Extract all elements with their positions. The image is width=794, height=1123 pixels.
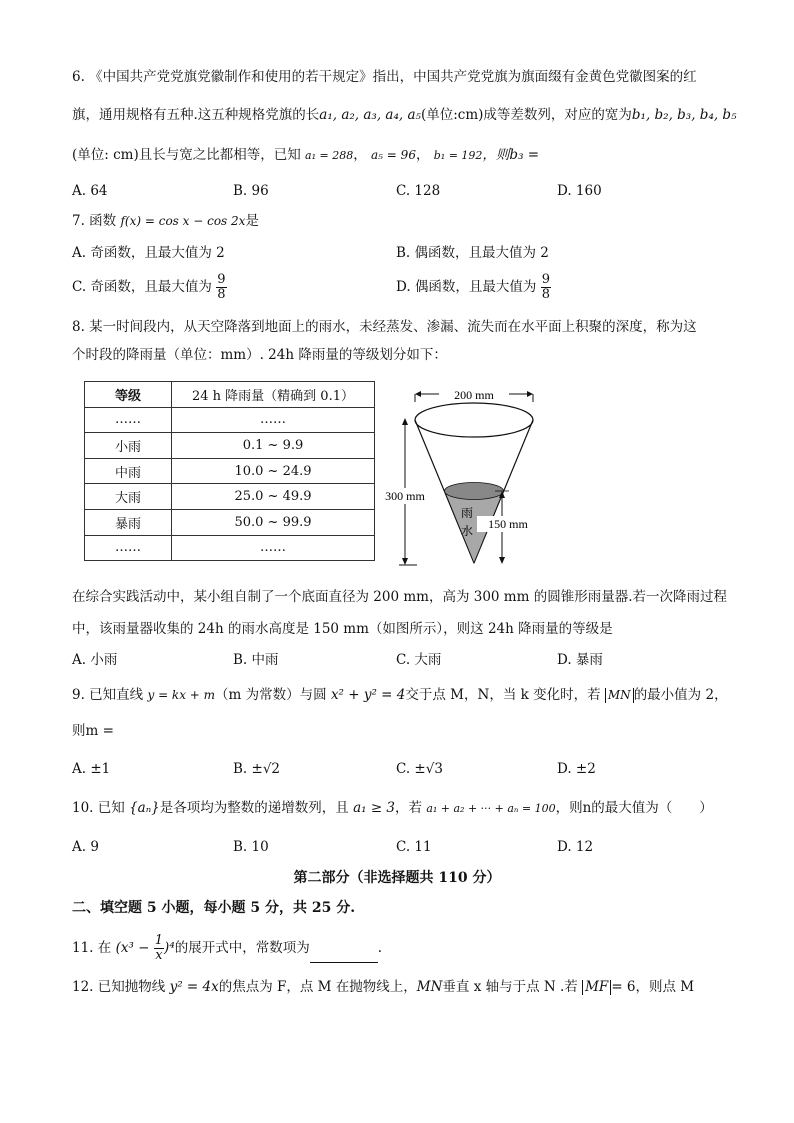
q7-option-d-fraction — [541, 273, 551, 302]
table-cell-grade: 暴雨 — [85, 509, 172, 535]
fraction-numerator: 9 — [541, 272, 551, 287]
q7-option-c-fraction — [216, 273, 226, 302]
q6-line3-pre: (单位: cm)且长与宽之比都相等，已知 — [72, 147, 301, 163]
arrow-left-icon — [415, 391, 421, 397]
q6-cond-a5: a₅ = 96 — [371, 148, 416, 162]
q7-option-d — [396, 273, 551, 302]
table-cell-range: 50.0 ~ 99.9 — [172, 509, 375, 535]
q9-option-a: A. ±1 — [72, 761, 111, 777]
height-label: 300 mm — [385, 489, 425, 503]
q6-cond-b1: b₁ = 192 — [433, 149, 483, 162]
q10-option-a: A. 9 — [72, 839, 99, 855]
q11-expr-left: (x³ − — [115, 940, 150, 956]
q11-pre: 11. 在 — [72, 940, 112, 956]
cone-rim — [415, 403, 533, 437]
q9-option-c: C. ±√3 — [396, 761, 443, 777]
q11-expr-right: )⁴ — [164, 940, 175, 956]
q6-line3: (单位: cm)且长与宽之比都相等，已知 a₁ = 288， a₅ = 96， b₁ = 192，则b₃ = — [72, 147, 540, 163]
q6-b-seq: b₁, b₂, b₃, b₄, b₅ — [631, 107, 737, 123]
table-header-grade: 等级 — [85, 382, 172, 408]
q7-stem-post: 是 — [245, 213, 259, 229]
section-two-heading: 二、填空题 5 小题，每小题 5 分，共 25 分. — [72, 900, 356, 916]
table-row — [85, 407, 375, 433]
table-cell-grade: …… — [85, 407, 172, 433]
q9-line1-pre: 9. 已知直线 — [72, 687, 144, 703]
fraction-numerator: 9 — [217, 272, 226, 287]
table-cell-range: 25.0 ~ 49.9 — [172, 484, 375, 510]
q7-stem-pre: 7. 函数 — [72, 213, 117, 229]
q7-option-d-text: D. 偶函数，且最大值为 — [396, 279, 537, 295]
q9-line2: 则m = — [72, 723, 114, 739]
table-cell-range: …… — [172, 535, 375, 561]
q10-post: ，则n的最大值为（ ） — [555, 800, 713, 816]
water-label-char1: 雨 — [461, 506, 474, 520]
cone-rain-gauge-figure — [375, 380, 545, 575]
q12-mf-abs: MF — [582, 980, 611, 995]
q11-fraction — [154, 934, 164, 963]
part-two-title: 第二部分（非选择题共 110 分） — [293, 870, 501, 886]
q9-circle-equation: x² + y² = 4 — [330, 687, 406, 703]
q6-option-b: B. 96 — [233, 183, 269, 199]
arrow-down-icon — [402, 558, 408, 565]
table-row — [85, 433, 375, 459]
q6-line3-end: ，则b₃ = — [482, 147, 540, 163]
q6-line2 — [72, 106, 737, 124]
q7-option-c-text: C. 奇函数，且最大值为 — [72, 279, 212, 295]
table-row — [85, 458, 375, 484]
q6-cond-a1: a₁ = 288 — [305, 149, 354, 162]
q8-after-line1: 在综合实践活动中，某小组自制了一个底面直径为 200 mm，高为 300 mm 的圆锥形雨量器.若一次降雨过程 — [72, 589, 727, 605]
q6-option-c: C. 128 — [396, 183, 441, 199]
q12-end: = 6，则点 M — [611, 979, 695, 995]
table-row — [85, 484, 375, 510]
rainfall-grade-table — [84, 381, 375, 561]
q8-line1: 8. 某一时间段内，从天空降落到地面上的雨水，未经蒸发、渗漏、流失而在水平面上积聚的深度，称为这 — [72, 319, 697, 335]
table-cell-range: 10.0 ~ 24.9 — [172, 458, 375, 484]
q8-line2: 个时段的降雨量（单位：mm）. 24h 降雨量的等级划分如下： — [72, 347, 447, 363]
q11-line — [72, 934, 382, 963]
q12-line — [72, 978, 694, 996]
q12-mid1: 的焦点为 F，点 M 在抛物线上， — [218, 979, 417, 995]
table-cell-grade: 大雨 — [85, 484, 172, 510]
top-diameter-label: 200 mm — [454, 388, 494, 402]
q7-function: f(x) = cos x − cos 2x — [120, 214, 246, 228]
fraction-denominator: 8 — [217, 287, 226, 302]
table-row — [85, 509, 375, 535]
q6-line2-mid: (单位:cm)成等差数列，对应的宽为 — [420, 107, 632, 123]
q7-stem — [72, 212, 259, 230]
q8-option-c: C. 大雨 — [396, 652, 442, 668]
q9-line1-post: 交于点 M，N，当 k 变化时，若 — [405, 687, 601, 703]
q12-pre: 12. 已知抛物线 — [72, 979, 166, 995]
q10-option-b: B. 10 — [233, 839, 269, 855]
q6-line1: 6. 《中国共产党党旗党徽制作和使用的若干规定》指出，中国共产党党旗为旗面缀有金黄色党徽图案的红 — [72, 69, 697, 85]
q12-parabola: y² = 4x — [169, 979, 219, 995]
table-cell-range: 0.1 ~ 9.9 — [172, 433, 375, 459]
q12-mid2: 垂直 x 轴与于点 N .若 — [442, 979, 578, 995]
q9-mn-abs: MN — [605, 688, 634, 703]
q10-line — [72, 799, 713, 818]
q6-option-d: D. 160 — [557, 183, 602, 199]
table-header-rainfall: 24 h 降雨量（精确到 0.1） — [172, 382, 375, 408]
q9-option-b: B. ±√2 — [233, 761, 281, 777]
table-cell-grade: 中雨 — [85, 458, 172, 484]
q10-mid: 是各项均为整数的递增数列，且 — [159, 800, 349, 816]
q10-option-d: D. 12 — [557, 839, 594, 855]
q9-line1-end: 的最小值为 2， — [633, 687, 728, 703]
q8-option-a: A. 小雨 — [72, 652, 118, 668]
q11-mid: 的展开式中，常数项为 — [174, 940, 310, 956]
q9-line1 — [72, 686, 728, 704]
q8-option-b: B. 中雨 — [233, 652, 279, 668]
water-label-char2: 水 — [461, 524, 474, 538]
q11-answer-blank — [310, 948, 378, 963]
q9-line1-mid: （m 为常数）与圆 — [215, 687, 327, 703]
arrow-up-icon — [402, 418, 408, 425]
q9-option-d: D. ±2 — [557, 761, 596, 777]
q11-end: . — [377, 940, 383, 956]
arrow-down-icon — [499, 557, 505, 564]
q8-option-d: D. 暴雨 — [557, 652, 603, 668]
fraction-numerator: 1 — [154, 933, 164, 948]
q7-option-a: A. 奇函数，且最大值为 2 — [72, 245, 225, 261]
q6-a-seq: a₁, a₂, a₃, a₄, a₅ — [319, 107, 421, 123]
table-row — [85, 535, 375, 561]
q12-mn: MN — [416, 979, 443, 995]
q9-line-equation: y = kx + m — [147, 688, 216, 702]
arrow-right-icon — [527, 391, 533, 397]
q10-sum: a₁ + a₂ + ··· + aₙ = 100 — [426, 802, 556, 815]
q10-sequence: {aₙ} — [129, 800, 160, 816]
table-header-row — [85, 382, 375, 408]
q7-option-c — [72, 273, 227, 302]
q8-after-line2: 中，该雨量器收集的 24h 的雨水高度是 150 mm（如图所示），则这 24h 降雨量的等级是 — [72, 621, 613, 637]
q7-option-b: B. 偶函数，且最大值为 2 — [396, 245, 549, 261]
fraction-denominator: 8 — [541, 287, 551, 302]
fraction-denominator: x — [155, 948, 163, 963]
table-cell-grade: …… — [85, 535, 172, 561]
water-surface — [445, 483, 504, 500]
q10-mid2: ，若 — [395, 800, 423, 816]
q6-option-a: A. 64 — [72, 183, 108, 199]
q6-line2-pre: 旗，通用规格有五种.这五种规格党旗的长 — [72, 107, 320, 123]
table-cell-range: …… — [172, 407, 375, 433]
q10-option-c: C. 11 — [396, 839, 432, 855]
water-height-label: 150 mm — [488, 517, 528, 531]
q10-condition: a₁ ≥ 3 — [353, 800, 396, 816]
table-cell-grade: 小雨 — [85, 433, 172, 459]
q10-pre: 10. 已知 — [72, 800, 125, 816]
